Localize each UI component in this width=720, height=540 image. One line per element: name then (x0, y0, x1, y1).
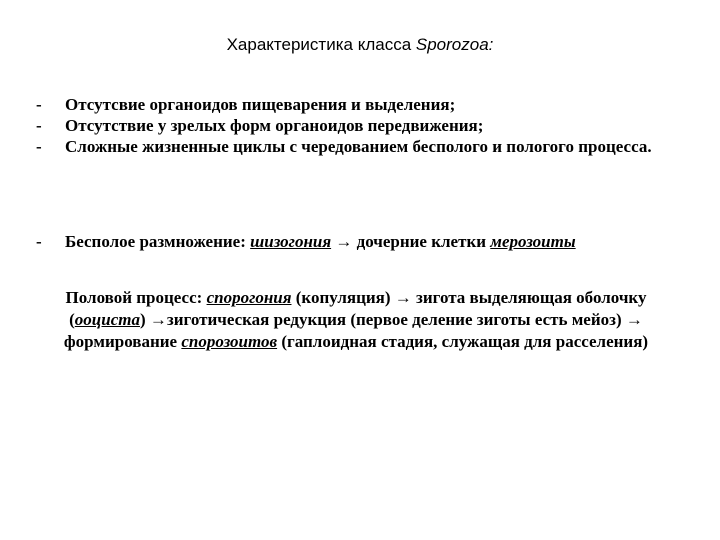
term-merozoites: мерозоиты (490, 232, 576, 251)
term-sporogony: спорогония (206, 288, 292, 307)
sexual-process (48, 287, 664, 353)
bullet-marker: - (36, 95, 42, 114)
term-schizogony: шизогония (250, 232, 332, 251)
term-sporozoites: спорозоитов (181, 332, 278, 351)
feature-item (36, 94, 686, 115)
feature-item (36, 115, 686, 136)
title-taxon: Sporozoa: (415, 35, 494, 54)
feature-text: Сложные жизненные циклы с чередованием бесполого и пологого процесса. (65, 137, 652, 156)
sexual-part: (гаплоидная стадия, служащая для расселения) (277, 332, 649, 351)
feature-item (36, 136, 686, 157)
bullet-marker: - (36, 232, 42, 251)
feature-text: Отсутсвие органоидов пищеварения и выделения; (65, 95, 456, 114)
bullet-marker: - (36, 116, 42, 135)
feature-list (36, 94, 686, 157)
asexual-part: Бесполое размножение: (65, 232, 251, 251)
asexual-reproduction (36, 231, 696, 252)
sexual-part: (копуляция) → зигота выделяющая оболочку ( (69, 288, 647, 329)
slide-title (0, 34, 720, 56)
sexual-part: ) →зиготическая редукция (первое деление зиготы есть мейоз) → формирование (63, 310, 643, 351)
sexual-part: Половой процесс: (65, 288, 207, 307)
feature-text: Отсутствие у зрелых форм органоидов передвижения; (65, 116, 484, 135)
asexual-text (65, 231, 696, 252)
title-prefix: Характеристика класса (226, 35, 416, 54)
term-oocyst: ооциста (74, 310, 140, 329)
bullet-marker: - (36, 137, 42, 156)
asexual-part: → дочерние клетки (331, 232, 491, 251)
